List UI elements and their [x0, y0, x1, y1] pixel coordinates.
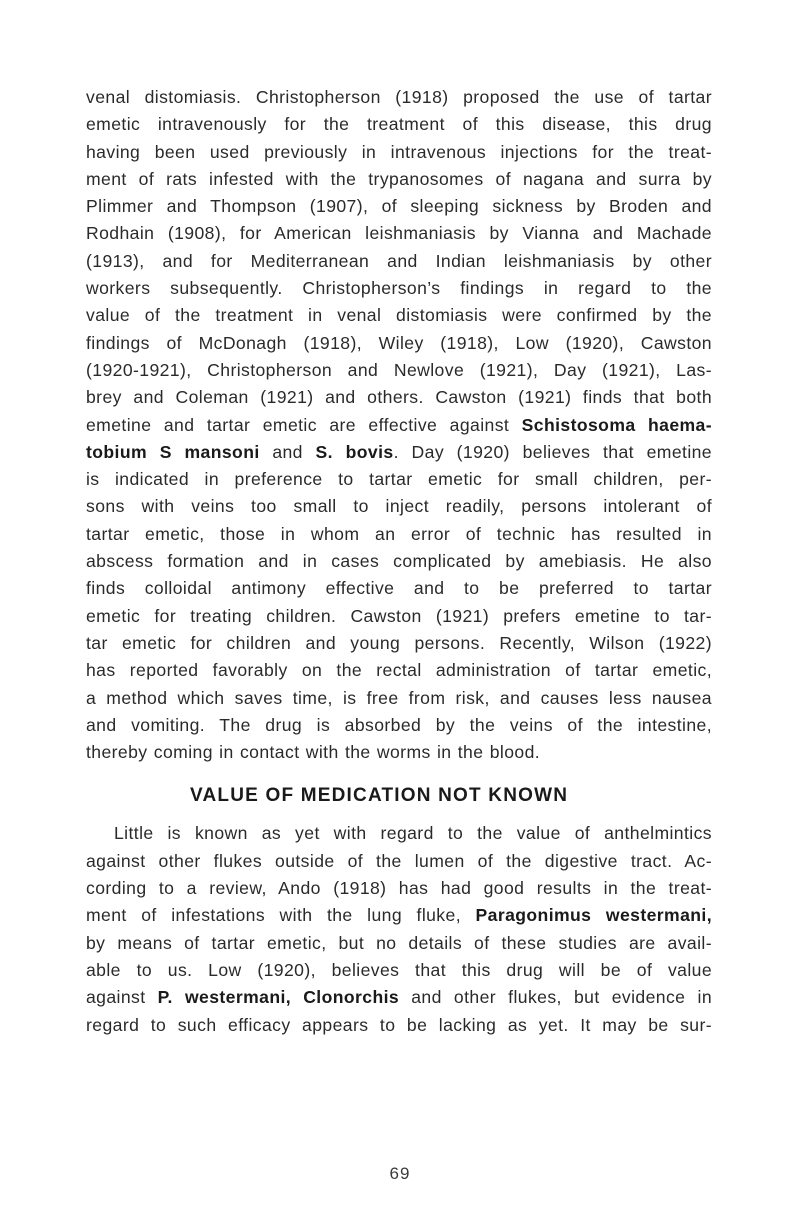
species-name: S. bovis — [315, 441, 394, 462]
text-line: value of the treatment in venal distomiasis were confirmed by the — [86, 305, 712, 326]
text-line: regard to such efficacy appears to be lacking as yet. It may be sur- — [86, 1014, 712, 1035]
text-line: abscess formation and in cases complicated by amebiasis. He also — [86, 551, 712, 572]
species-name: mansoni — [184, 441, 260, 462]
text-line: thereby coming in contact with the worms in the blood. — [86, 742, 541, 763]
text-line: having been used previously in intravenous injections for the treat- — [86, 141, 712, 162]
text-line: against other flukes outside of the lumen of the digestive tract. Ac- — [86, 850, 712, 871]
text-line: tar emetic for children and young persons. Recently, Wilson (1922) — [86, 632, 712, 653]
text-line: Little is known as yet with regard to the value of anthelmintics — [114, 823, 712, 844]
text-line: workers subsequently. Christopherson’s findings in regard to the — [86, 278, 712, 299]
text-line — [86, 902, 712, 929]
text-line — [86, 984, 712, 1011]
species-name: Paragonimus westermani, — [475, 905, 712, 926]
text-line: ment of rats infested with the trypanosomes of nagana and surra by — [86, 168, 712, 189]
text-line: sons with veins too small to inject readily, persons intolerant of — [86, 496, 712, 517]
text-line: by means of tartar emetic, but no details of these studies are avail- — [86, 932, 712, 953]
text-line: finds colloidal antimony effective and to be preferred to tartar — [86, 578, 712, 599]
text-line: cording to a review, Ando (1918) has had good results in the treat- — [86, 878, 712, 899]
text-run: and other flukes, but evidence in — [399, 987, 712, 1008]
text-run: emetine and tartar emetic are effective against — [86, 414, 522, 435]
text-line — [86, 412, 712, 439]
species-name: P. westermani, Clonorchis — [157, 987, 400, 1008]
text-run: ment of infestations with the lung fluke, — [86, 905, 476, 926]
text-line: Plimmer and Thompson (1907), of sleeping sickness by Broden and — [86, 196, 712, 217]
paragraph-treatment-history — [86, 84, 712, 766]
paragraph-other-flukes — [86, 820, 712, 1038]
page-number: 69 — [389, 1164, 411, 1183]
text-run: Day (1920) believes that emetine — [398, 441, 712, 462]
text-line: emetic for treating children. Cawston (1921) prefers emetine to tar- — [86, 605, 712, 626]
text-line: (1920-1921), Christopherson and Newlove (1921), Day (1921), Las- — [86, 359, 712, 380]
text-run: and — [259, 441, 316, 462]
text-line: able to us. Low (1920), believes that this drug will be of value — [86, 959, 712, 980]
book-page — [86, 84, 712, 1039]
text-line: brey and Coleman (1921) and others. Cawston (1921) finds that both — [86, 387, 712, 408]
text-line: emetic intravenously for the treatment of this disease, this drug — [86, 114, 712, 135]
text-line: findings of McDonagh (1918), Wiley (1918), Low (1920), Cawston — [86, 332, 712, 353]
text-line: is indicated in preference to tartar emetic for small children, per- — [86, 469, 712, 490]
species-name: tobium S — [86, 441, 172, 462]
species-name: Schistosoma haema- — [521, 414, 712, 435]
text-line: and vomiting. The drug is absorbed by the veins of the intestine, — [86, 714, 712, 735]
text-run: against — [86, 987, 158, 1008]
text-line: a method which saves time, is free from risk, and causes less nausea — [86, 687, 712, 708]
text-line: tartar emetic, those in whom an error of technic has resulted in — [86, 523, 712, 544]
text-line: venal distomiasis. Christopherson (1918) proposed the use of tartar — [86, 87, 712, 107]
text-line: Rodhain (1908), for American leishmaniasis by Vianna and Machade — [86, 223, 712, 244]
text-line: (1913), and for Mediterranean and Indian leishmaniasis by other — [86, 250, 712, 271]
text-line: has reported favorably on the rectal administration of tartar emetic, — [86, 660, 712, 681]
section-heading: VALUE OF MEDICATION NOT KNOWN — [190, 785, 569, 807]
text-line: tobium S mansoni and S. bovis. Day (1920) believes that emetine — [86, 441, 712, 462]
